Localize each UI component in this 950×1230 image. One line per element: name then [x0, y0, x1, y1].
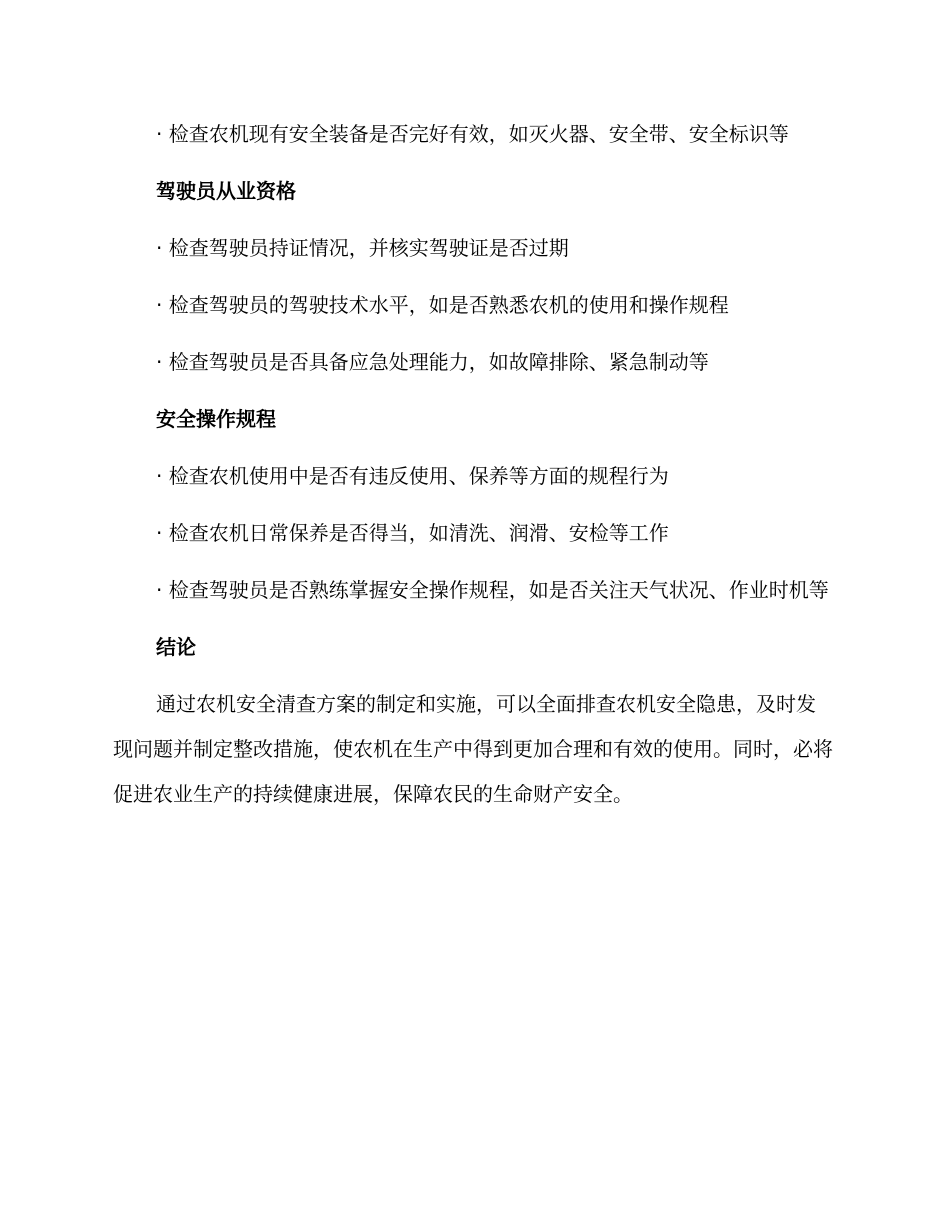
bullet-daily-maintenance: · 检查农机日常保养是否得当，如清洗、润滑、安检等工作	[156, 521, 669, 545]
document-page	[113, 112, 835, 829]
bullet-driving-skill: · 检查驾驶员的驾驶技术水平，如是否熟悉农机的使用和操作规程	[156, 293, 729, 317]
bullet-operation-mastery: · 检查驾驶员是否熟练掌握安全操作规程，如是否关注天气状况、作业时机等	[156, 578, 829, 602]
section-heading-driver-qualification: 驾驶员从业资格	[156, 179, 296, 203]
bullet-emergency-handling: · 检查驾驶员是否具备应急处理能力，如故障排除、紧急制动等	[156, 350, 709, 374]
bullet-rule-violations: · 检查农机使用中是否有违反使用、保养等方面的规程行为	[156, 464, 669, 488]
bullet-driver-license: · 检查驾驶员持证情况，并核实驾驶证是否过期	[156, 236, 569, 260]
section-heading-conclusion: 结论	[156, 635, 196, 659]
section-heading-safe-operation: 安全操作规程	[156, 407, 276, 431]
conclusion-paragraph: 通过农机安全清查方案的制定和实施，可以全面排查农机安全隐患，及时发现问题并制定整改措施，使农机在生产中得到更加合理和有效的使用。同时，必将促进农业生产的持续健康进展，保障农民的生命财产安全。	[113, 692, 833, 806]
bullet-safety-equipment: · 检查农机现有安全装备是否完好有效，如灭火器、安全带、安全标识等	[156, 122, 789, 146]
